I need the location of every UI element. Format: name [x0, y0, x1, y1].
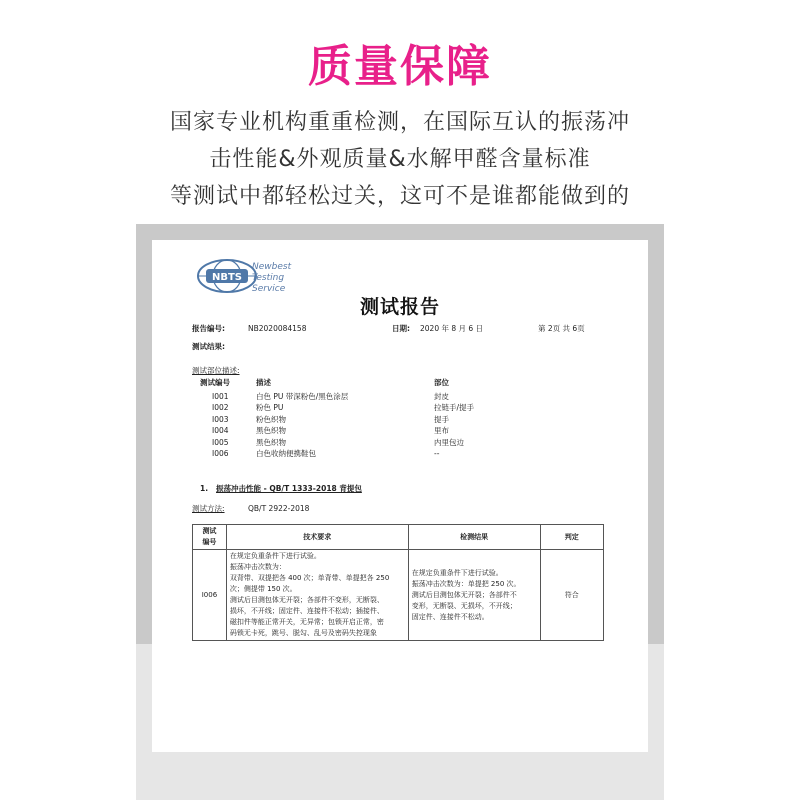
- method-label: 测试方法:: [192, 504, 225, 513]
- logo-caption-line: Testing: [252, 273, 285, 283]
- header-result: 检测结果: [408, 525, 540, 550]
- result-line: 固定件、连接件不松动。: [411, 612, 489, 621]
- part-id: I006: [212, 449, 229, 458]
- nbts-logo-icon: [196, 258, 258, 294]
- requirement-line: 振荡冲击次数为：: [229, 563, 286, 571]
- part-desc: 黑色织物: [256, 426, 286, 435]
- header-id-line: 测试: [202, 527, 217, 535]
- subtext-line: 等测试中都轻松过关，这可不是谁都能做到的: [169, 184, 630, 209]
- logo-wordmark: NBTS: [211, 272, 243, 283]
- header-id-line: 编号: [202, 538, 217, 546]
- part-desc: 白色 PU 带深粉色/黑色涂层: [256, 391, 349, 401]
- header-requirement: 技术要求: [226, 525, 408, 550]
- report-date: 2020 年 8 月 6 日: [420, 324, 484, 333]
- parts-header-pos: 部位: [434, 378, 449, 387]
- part-id: I002: [212, 403, 229, 412]
- logo-caption: [252, 262, 332, 295]
- logo-caption-line: Newbest: [252, 262, 292, 272]
- parts-title: 测试部位描述:: [192, 366, 240, 375]
- page-number: 第 2页 共 6页: [538, 324, 585, 333]
- headline: 质量保障: [308, 41, 492, 92]
- header-verdict: 判定: [540, 525, 603, 550]
- part-position: --: [434, 449, 440, 458]
- table-header-row: [193, 525, 604, 550]
- requirement-line: 双背带、双提把各 400 次；单背带、单提把各 250: [229, 574, 390, 582]
- cell-requirement: [226, 550, 408, 641]
- report-no-label: 报告编号:: [192, 324, 225, 333]
- part-position: 内里包边: [434, 437, 464, 447]
- part-position: 封皮: [434, 391, 449, 401]
- cell-result: [408, 550, 540, 641]
- result-line: 测试后目测包体无开裂；各部件不: [411, 590, 517, 599]
- result-line: 变形，无断裂、无损坏，不开线；: [411, 601, 517, 610]
- result-line: 在规定负重条件下进行试验。: [411, 568, 503, 577]
- requirement-line: 磁扣件等能正常开关，无异常；包锁开启正常，密: [229, 618, 384, 626]
- part-position: 里布: [434, 426, 449, 435]
- report-no: NB2020084158: [248, 324, 307, 333]
- section-number: 1.: [200, 484, 209, 493]
- part-position: 提手: [434, 414, 449, 424]
- requirement-line: 测试后目测包体无开裂；各部件不变形，无断裂、: [229, 596, 384, 604]
- parts-header-desc: 描述: [256, 378, 271, 387]
- test-results-table: [192, 524, 604, 641]
- header-id: [193, 525, 227, 550]
- date-label: 日期:: [392, 324, 410, 333]
- result-label: 测试结果:: [192, 342, 225, 351]
- method-value: QB/T 2922-2018: [248, 504, 310, 513]
- part-desc: 黑色织物: [256, 437, 286, 447]
- subtext: [0, 104, 800, 215]
- part-desc: 粉色 PU: [256, 403, 284, 412]
- requirement-line: 次；侧提带 150 次。: [229, 585, 297, 593]
- part-id: I004: [212, 426, 229, 435]
- cell-verdict: 符合: [540, 550, 603, 641]
- result-line: 振荡冲击次数为：单提把 250 次。: [411, 579, 521, 588]
- subtext-line: 击性能&外观质量&水解甲醛含量标准: [209, 147, 591, 172]
- part-desc: 粉色织物: [256, 414, 286, 424]
- requirement-line: 损坏，不开线；固定件、连接件不松动；插接件、: [229, 607, 384, 615]
- requirement-line: 在规定负重条件下进行试验。: [229, 552, 321, 560]
- report-page: [152, 240, 648, 752]
- section-title: 振荡冲击性能 - QB/T 1333-2018 背提包: [216, 484, 362, 493]
- cell-id: I006: [193, 550, 227, 641]
- table-row: [193, 550, 604, 641]
- part-id: I001: [212, 391, 229, 401]
- report-title: 测试报告: [359, 296, 440, 318]
- parts-header-id: 测试编号: [200, 378, 230, 387]
- part-desc: 白色收纳便携鞋包: [256, 449, 316, 458]
- logo-caption-line: Service: [252, 284, 286, 294]
- subtext-line: 国家专业机构重重检测，在国际互认的振荡冲: [169, 110, 630, 135]
- part-id: I003: [212, 414, 229, 424]
- part-position: 拉链手/提手: [434, 403, 475, 412]
- part-id: I005: [212, 437, 229, 447]
- requirement-line: 码锁无卡死，跳号、脱勾、乱号及密码失控现象: [229, 629, 377, 637]
